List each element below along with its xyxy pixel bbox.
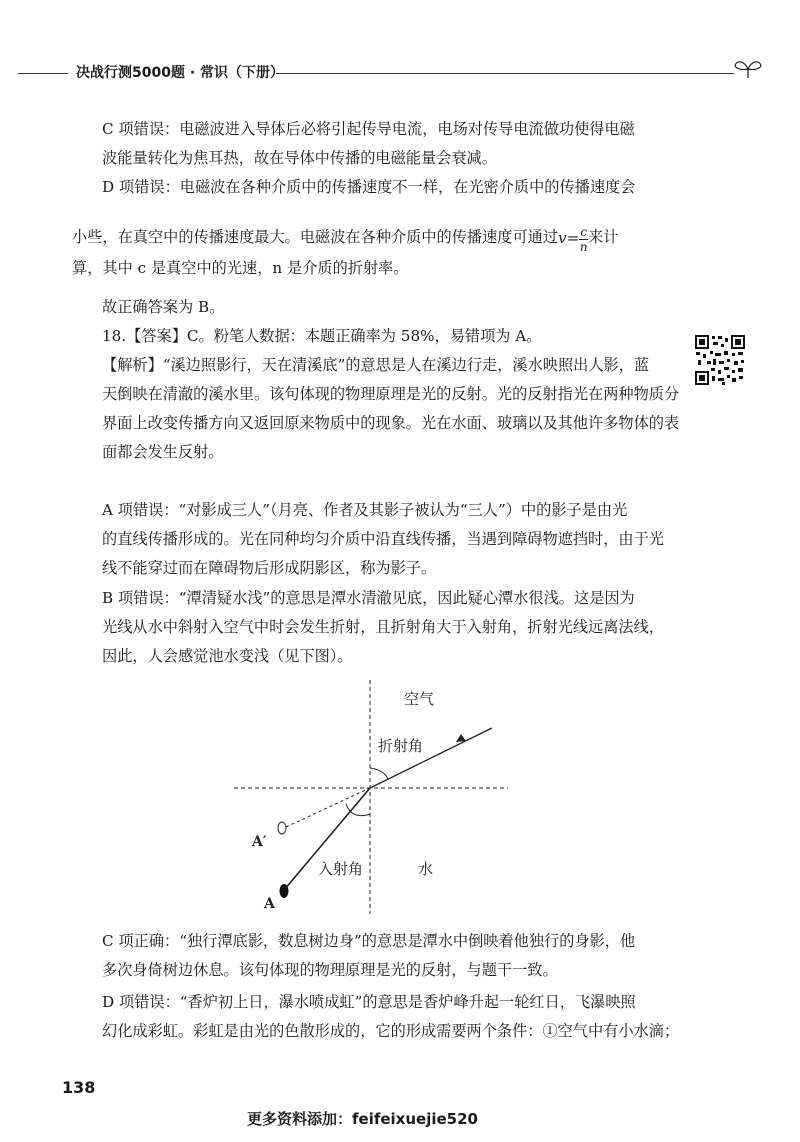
refracted-ray-arrow <box>456 734 466 742</box>
point-a-label: A <box>264 896 275 912</box>
object-point-a <box>280 884 289 898</box>
book-title: 决战行测5000题 · 常识（下册） <box>76 65 285 81</box>
running-header <box>18 58 764 88</box>
text-line: 因此，人会感觉池水变浅（见下图）。 <box>102 647 353 665</box>
refraction-angle-label: 折射角 <box>378 737 424 755</box>
sprout-icon <box>732 58 764 80</box>
apparent-point-a-prime <box>278 822 286 834</box>
text-segment: 来计 <box>588 228 619 246</box>
text-line: D 项错误：电磁波在各种介质中的传播速度不一样，在光密介质中的传播速度会 <box>102 178 636 196</box>
text-line: 面都会发生反射。 <box>102 443 224 461</box>
text-line: 18.【答案】C。粉笔人数据：本题正确率为 58%，易错项为 A。 <box>102 327 542 345</box>
text-line: 线不能穿过而在障碍物后形成阴影区，称为影子。 <box>102 559 437 577</box>
incidence-angle-label: 入射角 <box>318 860 364 878</box>
text-line: 的直线传播形成的。光在同种均匀介质中沿直线传播，当遇到障碍物遮挡时，由于光 <box>102 530 664 548</box>
text-line: B 项错误：“潭清疑水浅”的意思是潭水清澈见底，因此疑心潭水很浅。这是因为 <box>102 589 635 607</box>
point-a-prime-label: A′ <box>252 834 267 850</box>
qr-code[interactable] <box>694 334 746 386</box>
text-line: 【解析】“溪边照影行，天在清溪底”的意思是人在溪边行走，溪水映照出人影，蓝 <box>102 356 650 374</box>
refraction-diagram <box>228 676 528 916</box>
apparent-ray <box>286 788 370 827</box>
refraction-angle-arc <box>370 768 388 779</box>
text-line: 幻化成彩虹。彩虹是由光的色散形成的，它的形成需要两个条件：①空气中有小水滴； <box>102 1022 680 1040</box>
formula-denominator: n <box>579 239 588 254</box>
water-label: 水 <box>418 860 434 878</box>
text-line: 界面上改变传播方向又返回原来物质中的现象。光在水面、玻璃以及其他许多物体的表 <box>102 414 680 432</box>
text-line: 算，其中 c 是真空中的光速，n 是介质的折射率。 <box>72 259 409 277</box>
incidence-angle-arc <box>346 804 370 816</box>
text-line: 故正确答案为 B。 <box>102 298 225 316</box>
text-line-with-formula <box>72 221 668 254</box>
formula-eq: = <box>566 229 580 247</box>
text-line: C 项错误：电磁波进入导体后必将引起传导电流，电场对传导电流做功使得电磁 <box>102 120 635 138</box>
paragraph-d-error-formula <box>72 221 668 283</box>
header-rule-right <box>276 73 734 74</box>
paragraph-answer-b <box>72 293 668 322</box>
paragraph-a-error <box>72 496 668 583</box>
page-number: 138 <box>62 1078 96 1097</box>
text-line: A 项错误：“对影成三人”（月亮、作者及其影子被认为“三人”）中的影子是由光 <box>102 501 628 519</box>
paragraph-analysis <box>72 351 680 467</box>
header-rule-left <box>18 73 68 74</box>
paragraph-c-error-1 <box>72 115 668 173</box>
text-line: 多次身倚树边休息。该句体现的物理原理是光的反射，与题干一致。 <box>102 961 558 979</box>
text-line: 天倒映在清澈的溪水里。该句体现的物理原理是光的反射。光的反射指光在两种物质分 <box>102 385 680 403</box>
text-line: C 项正确：“独行潭底影，数息树边身”的意思是潭水中倒映着他独行的身影，他 <box>102 932 636 950</box>
text-line: D 项错误：“香炉初上日，瀑水喷成虹”的意思是香炉峰升起一轮红日，飞瀑映照 <box>102 993 636 1011</box>
speed-formula <box>558 222 588 254</box>
paragraph-d-error-1 <box>72 173 668 202</box>
text-line: 光线从水中斜射入空气中时会发生折射，且折射角大于入射角，折射光线远离法线， <box>102 618 664 636</box>
footer-note: 更多资料添加：feifeixuejie520 <box>247 1110 478 1128</box>
formula-lhs: v <box>558 229 567 247</box>
text-line: 波能量转化为焦耳热，故在导体中传播的电磁能量会衰减。 <box>102 149 497 167</box>
paragraph-b-error <box>72 584 668 671</box>
paragraph-q18-answer <box>72 322 668 351</box>
air-label: 空气 <box>404 690 435 708</box>
formula-fraction <box>579 225 588 254</box>
text-segment: 小些，在真空中的传播速度最大。电磁波在各种介质中的传播速度可通过 <box>72 228 558 246</box>
paragraph-c-correct <box>72 927 668 985</box>
formula-numerator: c <box>580 224 588 239</box>
paragraph-d-error-2 <box>72 988 680 1046</box>
